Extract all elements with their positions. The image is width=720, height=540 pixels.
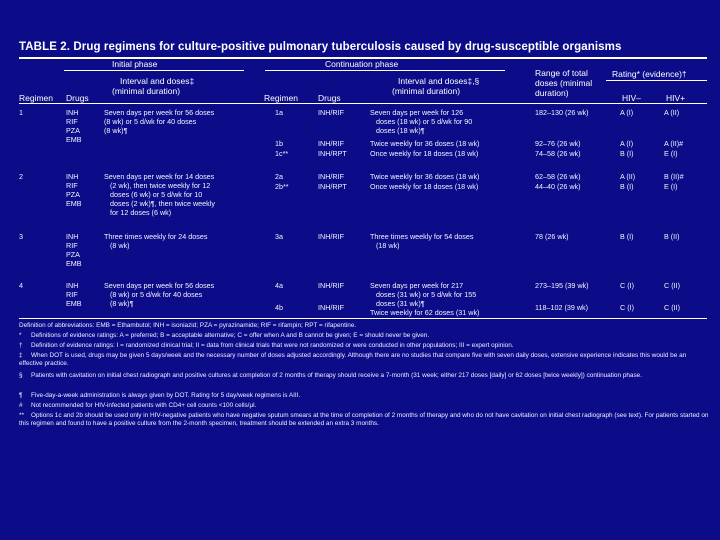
footnote-text: Options 1c and 2b should be used only in HIV-negative patients who have negative sputum smears at the time of completion of 2 months of therapy and who do not have cavitation on initial chest radiograph (see text). For patients started on this regimen and found to have a positive culture from the 2-month specimen, treatment should be extended an extra 3 months.: [19, 412, 709, 428]
row1c-regimen: 1c**: [275, 149, 289, 158]
row2-drug: INH: [66, 172, 79, 181]
footnote: [19, 352, 709, 368]
row2b-regimen: 2b**: [275, 182, 289, 191]
footnote: [19, 342, 709, 350]
header-range-line3: duration): [535, 88, 569, 98]
row4-drug: INH: [66, 281, 79, 290]
header-interval-continuation: Interval and doses‡,§: [398, 76, 480, 86]
row2a-rating-hiv-positive: B (II)#: [664, 172, 684, 181]
row4b-rating-hiv-positive: C (II): [664, 303, 680, 312]
row2b-range: 44–40 (26 wk): [535, 182, 581, 191]
row2b-rating-hiv-positive: E (I): [664, 182, 678, 191]
header-drugs-continuation: Drugs: [318, 93, 341, 103]
row1-drug: EMB: [66, 135, 82, 144]
row1-drug: PZA: [66, 126, 80, 135]
row2-interval-line: (2 wk), then twice weekly for 12: [110, 181, 211, 190]
row3-interval-line: Three times weekly for 24 doses: [104, 232, 208, 241]
header-regimen: Regimen: [19, 93, 54, 103]
footnote-text: Patients with cavitation on initial chest radiograph and positive cultures at completion of 2 months of therapy should receive a 7-month (31 week; either 217 doses [daily] or 62 doses [twice weekly]) continuation phase.: [31, 372, 643, 379]
header-interval-initial: Interval and doses‡: [120, 76, 195, 86]
row4b-interval: Twice weekly for 62 doses (31 wk): [370, 308, 480, 317]
row1b-interval: Twice weekly for 36 doses (18 wk): [370, 139, 480, 148]
row4-interval-line: Seven days per week for 56 doses: [104, 281, 215, 290]
footnote-text: When DOT is used, drugs may be given 5 days/week and the necessary number of doses adjusted accordingly. Although there are no studies that compare five with seven daily doses, extensive experience indicates this would be an effective practice.: [19, 352, 687, 368]
rule-rating: [606, 80, 707, 81]
rule-initial-phase: [64, 70, 244, 71]
row1a-interval-line: doses (18 wk)¶: [376, 126, 425, 135]
row1-drug: RIF: [66, 117, 78, 126]
header-initial-phase: Initial phase: [112, 59, 158, 69]
footnote: [19, 372, 709, 380]
row4a-interval-line: Seven days per week for 217: [370, 281, 464, 290]
rule-header-bottom: [19, 103, 707, 104]
row4-drug: EMB: [66, 299, 82, 308]
header-regimen-continuation: Regimen: [264, 93, 299, 103]
row1a-interval-line: doses (18 wk) or 5 d/wk for 90: [376, 117, 473, 126]
row3-regimen: 3: [19, 232, 23, 241]
row4b-rating-hiv-negative: C (I): [620, 303, 634, 312]
row1-drug: INH: [66, 108, 79, 117]
row1c-drugs: INH/RPT: [318, 149, 347, 158]
row4a-regimen: 4a: [275, 281, 283, 290]
row2-interval-line: Seven days per week for 14 doses: [104, 172, 215, 181]
footnote: [19, 412, 709, 428]
row1b-range: 92–76 (26 wk): [535, 139, 581, 148]
footnote-symbol: *: [19, 332, 22, 339]
row3a-range: 78 (26 wk): [535, 232, 569, 241]
row3-drug: RIF: [66, 241, 78, 250]
row3a-regimen: 3a: [275, 232, 283, 241]
footnote-text: Definition of abbreviations: EMB = Ethambutol; INH = isoniazid; PZA = pyrazinamide; RIF = rifampin; RPT = rifapentine.: [19, 322, 357, 329]
row2-drug: EMB: [66, 199, 82, 208]
row4a-rating-hiv-positive: C (II): [664, 281, 680, 290]
header-continuation-phase: Continuation phase: [325, 59, 399, 69]
row4a-drugs: INH/RIF: [318, 281, 344, 290]
row1-regimen: 1: [19, 108, 23, 117]
footnote-symbol: ¶: [19, 392, 23, 399]
row4b-regimen: 4b: [275, 303, 283, 312]
row3-interval-line: (8 wk): [110, 241, 130, 250]
row4a-interval-line: doses (31 wk)¶: [376, 299, 425, 308]
footnote-symbol: †: [19, 342, 23, 349]
row4-interval-line: (8 wk)¶: [110, 299, 134, 308]
row2-interval-line: doses (6 wk) or 5 d/wk for 10: [110, 190, 203, 199]
row3a-rating-hiv-negative: B (I): [620, 232, 634, 241]
footnote-text: Not recommended for HIV-infected patients with CD4+ cell counts <100 cells/μl.: [31, 402, 257, 409]
row2b-rating-hiv-negative: B (I): [620, 182, 634, 191]
table-title: TABLE 2. Drug regimens for culture-positive pulmonary tuberculosis caused by drug-susceptible organisms: [19, 41, 622, 53]
row2-interval-line: doses (2 wk)¶, then twice weekly: [110, 199, 215, 208]
row1a-regimen: 1a: [275, 108, 283, 117]
row2a-interval: Twice weekly for 36 doses (18 wk): [370, 172, 480, 181]
row1c-interval: Once weekly for 18 doses (18 wk): [370, 149, 479, 158]
row4b-drugs: INH/RIF: [318, 303, 344, 312]
header-hiv-positive: HIV+: [666, 93, 686, 103]
row1a-interval-line: Seven days per week for 126: [370, 108, 464, 117]
row1b-regimen: 1b: [275, 139, 283, 148]
header-interval-continuation-sub: (minimal duration): [392, 86, 461, 96]
footnote: [19, 392, 709, 400]
row1a-rating-hiv-positive: A (II): [664, 108, 680, 117]
row3-drug: EMB: [66, 259, 82, 268]
row3a-interval-line: (18 wk): [376, 241, 400, 250]
row1b-rating-hiv-positive: A (II)#: [664, 139, 684, 148]
row1b-rating-hiv-negative: A (I): [620, 139, 634, 148]
row4a-rating-hiv-negative: C (I): [620, 281, 634, 290]
rule-continuation-phase: [265, 70, 505, 71]
footnote-symbol: ‡: [19, 352, 23, 359]
row4-interval-line: (8 wk) or 5 d/wk for 40 doses: [110, 290, 203, 299]
row1-interval-line: Seven days per week for 56 doses: [104, 108, 215, 117]
row1c-rating-hiv-positive: E (I): [664, 149, 678, 158]
row4a-interval-line: doses (31 wk) or 5 d/wk for 155: [376, 290, 477, 299]
row4a-range: 273–195 (39 wk): [535, 281, 589, 290]
footnote-symbol: #: [19, 402, 23, 409]
row1-interval-line: (8 wk)¶: [104, 126, 128, 135]
row3-drug: INH: [66, 232, 79, 241]
rule-body-bottom: [19, 318, 707, 319]
row1a-range: 182–130 (26 wk): [535, 108, 589, 117]
footnote-symbol: **: [19, 412, 24, 419]
row1b-drugs: INH/RIF: [318, 139, 344, 148]
footnote-text: Definition of evidence ratings: I = randomized clinical trial; II = data from clinical trials that were not randomized or were conducted in other populations; III = expert opinion.: [31, 342, 514, 349]
row1-interval-line: (8 wk) or 5 d/wk for 40 doses: [104, 117, 197, 126]
row2a-drugs: INH/RIF: [318, 172, 344, 181]
row2-drug: PZA: [66, 190, 80, 199]
row2a-range: 62–58 (26 wk): [535, 172, 581, 181]
row2a-rating-hiv-negative: A (II): [620, 172, 636, 181]
header-drugs: Drugs: [66, 93, 89, 103]
row3a-drugs: INH/RIF: [318, 232, 344, 241]
row2-interval-line: for 12 doses (6 wk): [110, 208, 172, 217]
row2b-interval: Once weekly for 18 doses (18 wk): [370, 182, 479, 191]
row2-regimen: 2: [19, 172, 23, 181]
row1a-drugs: INH/RIF: [318, 108, 344, 117]
header-range-line2: doses (minimal: [535, 78, 593, 88]
row2-drug: RIF: [66, 181, 78, 190]
row1c-rating-hiv-negative: B (I): [620, 149, 634, 158]
header-interval-initial-sub: (minimal duration): [112, 86, 181, 96]
row1a-rating-hiv-negative: A (I): [620, 108, 634, 117]
row4-regimen: 4: [19, 281, 23, 290]
footnote-symbol: §: [19, 372, 23, 379]
row2a-regimen: 2a: [275, 172, 283, 181]
row3a-rating-hiv-positive: B (II): [664, 232, 680, 241]
footnote-text: Definitions of evidence ratings: A = preferred; B = acceptable alternative; C = offer when A and B cannot be given; E = should never be given.: [31, 332, 430, 339]
footnote: [19, 402, 709, 410]
row2b-drugs: INH/RPT: [318, 182, 347, 191]
header-range-line1: Range of total: [535, 68, 588, 78]
header-hiv-negative: HIV–: [622, 93, 641, 103]
footnote-text: Five-day-a-week administration is always given by DOT. Rating for 5 day/week regimens is AIII.: [31, 392, 301, 399]
row1c-range: 74–58 (26 wk): [535, 149, 581, 158]
row3a-interval-line: Three times weekly for 54 doses: [370, 232, 474, 241]
row4-drug: RIF: [66, 290, 78, 299]
footnote: [19, 322, 709, 330]
row3-drug: PZA: [66, 250, 80, 259]
header-rating: Rating* (evidence)†: [612, 69, 687, 79]
footnote: [19, 332, 709, 340]
row4b-range: 118–102 (39 wk): [535, 303, 589, 312]
